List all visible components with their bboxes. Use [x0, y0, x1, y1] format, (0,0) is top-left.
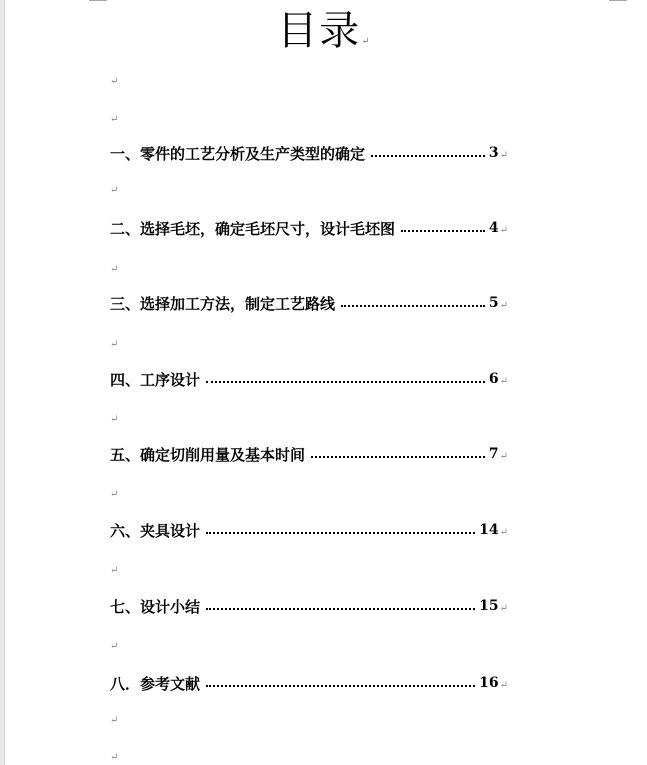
toc-entry[interactable] — [110, 292, 508, 314]
toc-dot-leader — [206, 608, 475, 610]
toc-entry-title: 五、确定切削用量及基本时间 — [110, 445, 306, 464]
toc-page-number: 6 — [488, 371, 499, 387]
paragraph-mark-icon: ↵ — [110, 752, 119, 763]
title-text: 目录 — [277, 8, 362, 54]
toc-dot-leader — [401, 230, 485, 232]
toc-entry-title: 七、设计小结 — [110, 597, 201, 616]
toc-entry[interactable] — [110, 443, 508, 465]
toc-entry-title: 一、零件的工艺分析及生产类型的确定 — [110, 144, 366, 163]
toc-page-number: 4 — [488, 220, 499, 236]
toc-dot-leader — [206, 381, 485, 383]
toc-dot-leader — [311, 456, 485, 458]
toc-page-number: 5 — [488, 295, 499, 311]
toc-entry[interactable] — [110, 142, 508, 164]
toc-page-number: 3 — [488, 145, 499, 161]
toc-entry[interactable] — [110, 595, 508, 617]
toc-entry-title: 六、夹具设计 — [110, 521, 201, 540]
toc-entry-title: 八．参考文献 — [110, 674, 201, 693]
paragraph-mark-icon: ↵ — [110, 114, 119, 125]
toc-entry[interactable] — [110, 519, 508, 541]
toc-entry[interactable] — [110, 672, 508, 694]
paragraph-mark-icon: ↵ — [110, 489, 119, 500]
paragraph-mark-icon: ↵ — [110, 339, 119, 350]
margin-corner-mark-left — [89, 0, 107, 1]
paragraph-mark-icon: ↵ — [499, 526, 508, 538]
toc-page-number: 14 — [479, 522, 499, 538]
toc-entry-title: 四、工序设计 — [110, 370, 201, 389]
paragraph-mark-icon: ↵ — [110, 715, 119, 726]
paragraph-mark-icon: ↵ — [499, 450, 508, 462]
toc-page-number: 16 — [479, 675, 499, 691]
paragraph-mark-icon: ↵ — [110, 565, 119, 576]
toc-page-number: 15 — [479, 598, 499, 614]
paragraph-mark-icon: ↵ — [110, 76, 119, 87]
paragraph-mark-icon: ↵ — [499, 679, 508, 691]
toc-entry-title: 三、选择加工方法，制定工艺路线 — [110, 294, 336, 313]
toc-dot-leader — [206, 532, 475, 534]
paragraph-mark-icon: ↵ — [110, 414, 119, 425]
margin-corner-mark-right — [609, 0, 627, 1]
toc-entry[interactable] — [110, 368, 508, 390]
toc-entry-title: 二、选择毛坯，确定毛坯尺寸，设计毛坯图 — [110, 219, 396, 238]
paragraph-mark-icon: ↵ — [499, 375, 508, 387]
document-title — [0, 4, 647, 69]
toc-page-number: 7 — [488, 446, 499, 462]
paragraph-mark-icon: ↵ — [110, 264, 119, 275]
toc-dot-leader — [206, 685, 475, 687]
paragraph-mark-icon: ↵ — [361, 36, 370, 47]
toc-entry[interactable] — [110, 217, 508, 239]
paragraph-mark-icon: ↵ — [499, 149, 508, 161]
toc-dot-leader — [341, 305, 485, 307]
paragraph-mark-icon: ↵ — [499, 299, 508, 311]
paragraph-mark-icon: ↵ — [499, 602, 508, 614]
toc-dot-leader — [371, 155, 485, 157]
paragraph-mark-icon: ↵ — [499, 224, 508, 236]
paragraph-mark-icon: ↵ — [110, 641, 119, 652]
page-left-edge — [0, 0, 5, 765]
paragraph-mark-icon: ↵ — [110, 185, 119, 196]
